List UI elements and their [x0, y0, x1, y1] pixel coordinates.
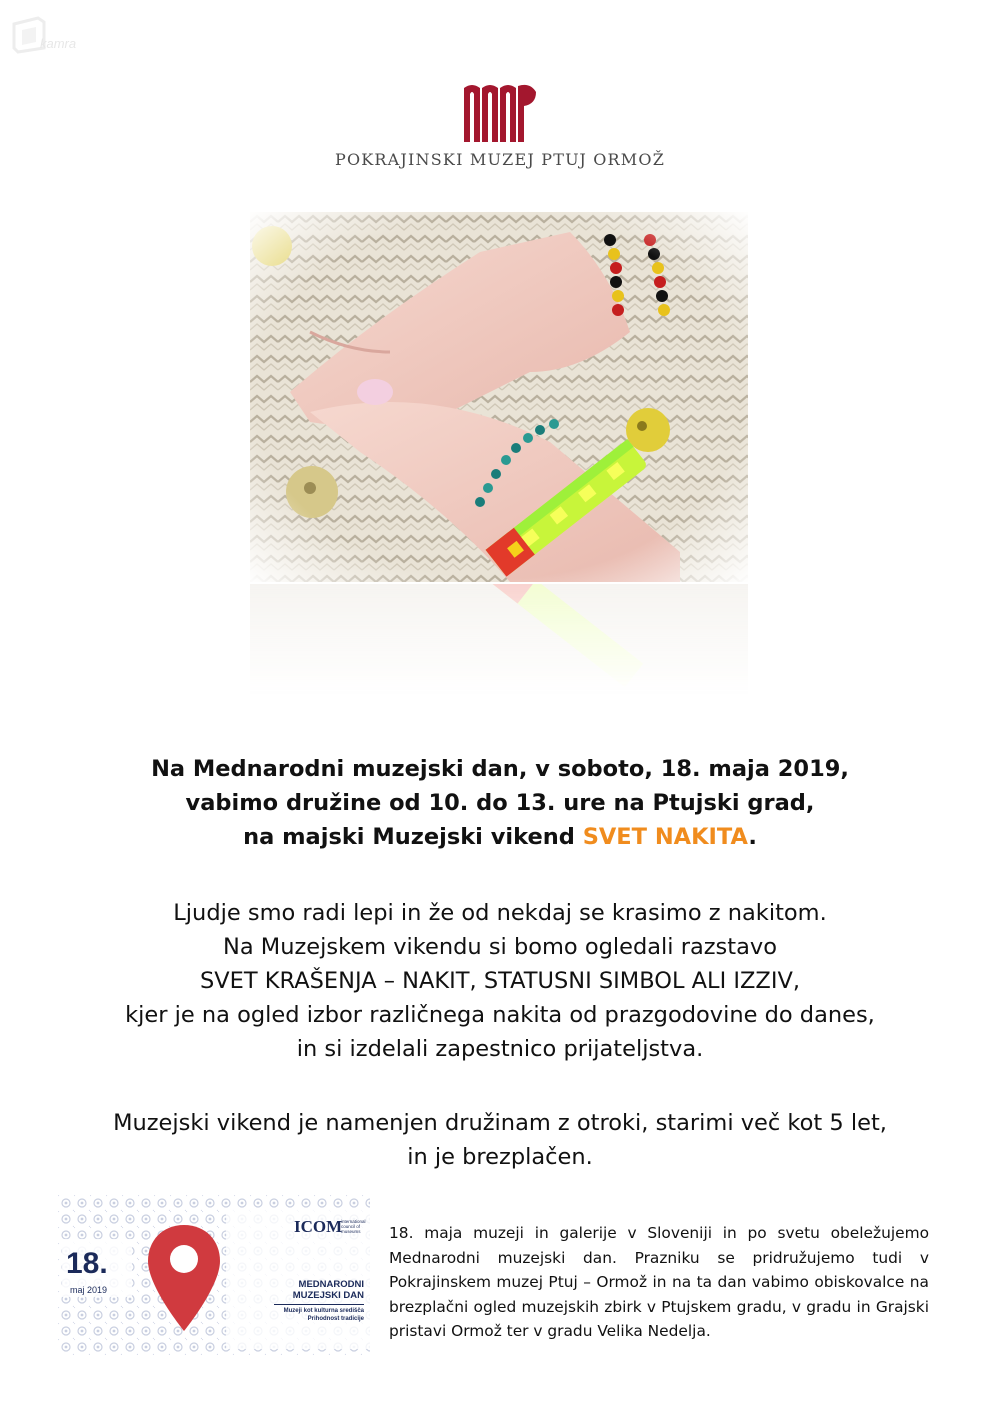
body-paragraph	[0, 896, 1000, 1066]
intro-line-3-prefix: na majski Muzejski vikend	[243, 824, 583, 850]
audience-line-2: in je brezplačen.	[407, 1144, 593, 1170]
icom-title-line-2: MUZEJSKI DAN	[292, 1290, 364, 1301]
icom-divider	[274, 1304, 364, 1305]
icom-logo-sub: international council of museums	[341, 1219, 366, 1234]
bracelet-photo-icon	[250, 212, 748, 582]
icom-logo: ICOM	[294, 1217, 343, 1236]
side-text	[389, 1221, 929, 1344]
intro-line-3-suffix: .	[748, 824, 757, 850]
audience-line-1: Muzejski vikend je namenjen družinam z otroki, starimi več kot 5 let,	[113, 1110, 887, 1136]
icom-day: 18.	[66, 1247, 108, 1280]
event-title-highlight: SVET NAKITA	[582, 824, 749, 850]
museum-name: POKRAJINSKI MUZEJ PTUJ ORMOŽ	[334, 150, 666, 169]
icom-subtitle	[244, 1307, 364, 1323]
photo-reflection-icon	[250, 584, 748, 696]
watermark-text: kamra	[40, 36, 77, 51]
watermark	[10, 14, 110, 56]
icom-title-line-1: MEDNARODNI	[298, 1279, 364, 1290]
body-line-5: in si izdelali zapestnico prijateljstva.	[296, 1036, 704, 1062]
body-line-4: kjer je na ogled izbor različnega nakita od prazgodovine do danes,	[125, 1002, 875, 1028]
intro-line-1: Na Mednarodni muzejski dan, v soboto, 18. maja 2019,	[151, 756, 849, 782]
icom-subtitle-line-2: Prihodnost tradicije	[307, 1316, 364, 1322]
map-pin-icon	[144, 1221, 224, 1335]
icom-banner	[58, 1195, 370, 1355]
audience-paragraph	[0, 1106, 1000, 1174]
intro-line-2: vabimo družine od 10. do 13. ure na Ptujski grad,	[185, 790, 815, 816]
museum-logo	[0, 82, 1000, 169]
intro-line-3	[0, 820, 1000, 854]
intro-paragraph	[0, 752, 1000, 854]
icom-subtitle-line-1: Muzeji kot kulturna središča	[283, 1308, 364, 1314]
photo-reflection	[250, 584, 748, 696]
side-text-paragraph: 18. maja muzeji in galerije v Sloveniji in po svetu obeležujemo Mednarodni muzejski dan. Prazniku se pridružujemo tudi v Pokrajinskem muzej Ptuj – Ormož in na ta dan vabimo obiskovalce na brezplačni ogled muzejskih zbirk v Ptujskem gradu, v gradu in Grajski pristavi Ormož ter v gradu Velika Nedelja.	[389, 1224, 929, 1340]
body-line-2: Na Muzejskem vikendu si bomo ogledali razstavo	[223, 934, 777, 960]
bracelet-photo	[250, 212, 748, 582]
body-line-1: Ljudje smo radi lepi in že od nekdaj se krasimo z nakitom.	[173, 900, 827, 926]
museum-logo-icon	[462, 82, 538, 144]
icom-title	[258, 1279, 364, 1301]
body-line-3: SVET KRAŠENJA – NAKIT, STATUSNI SIMBOL ALI IZZIV,	[200, 968, 800, 994]
icom-month-year: maj 2019	[70, 1285, 108, 1295]
